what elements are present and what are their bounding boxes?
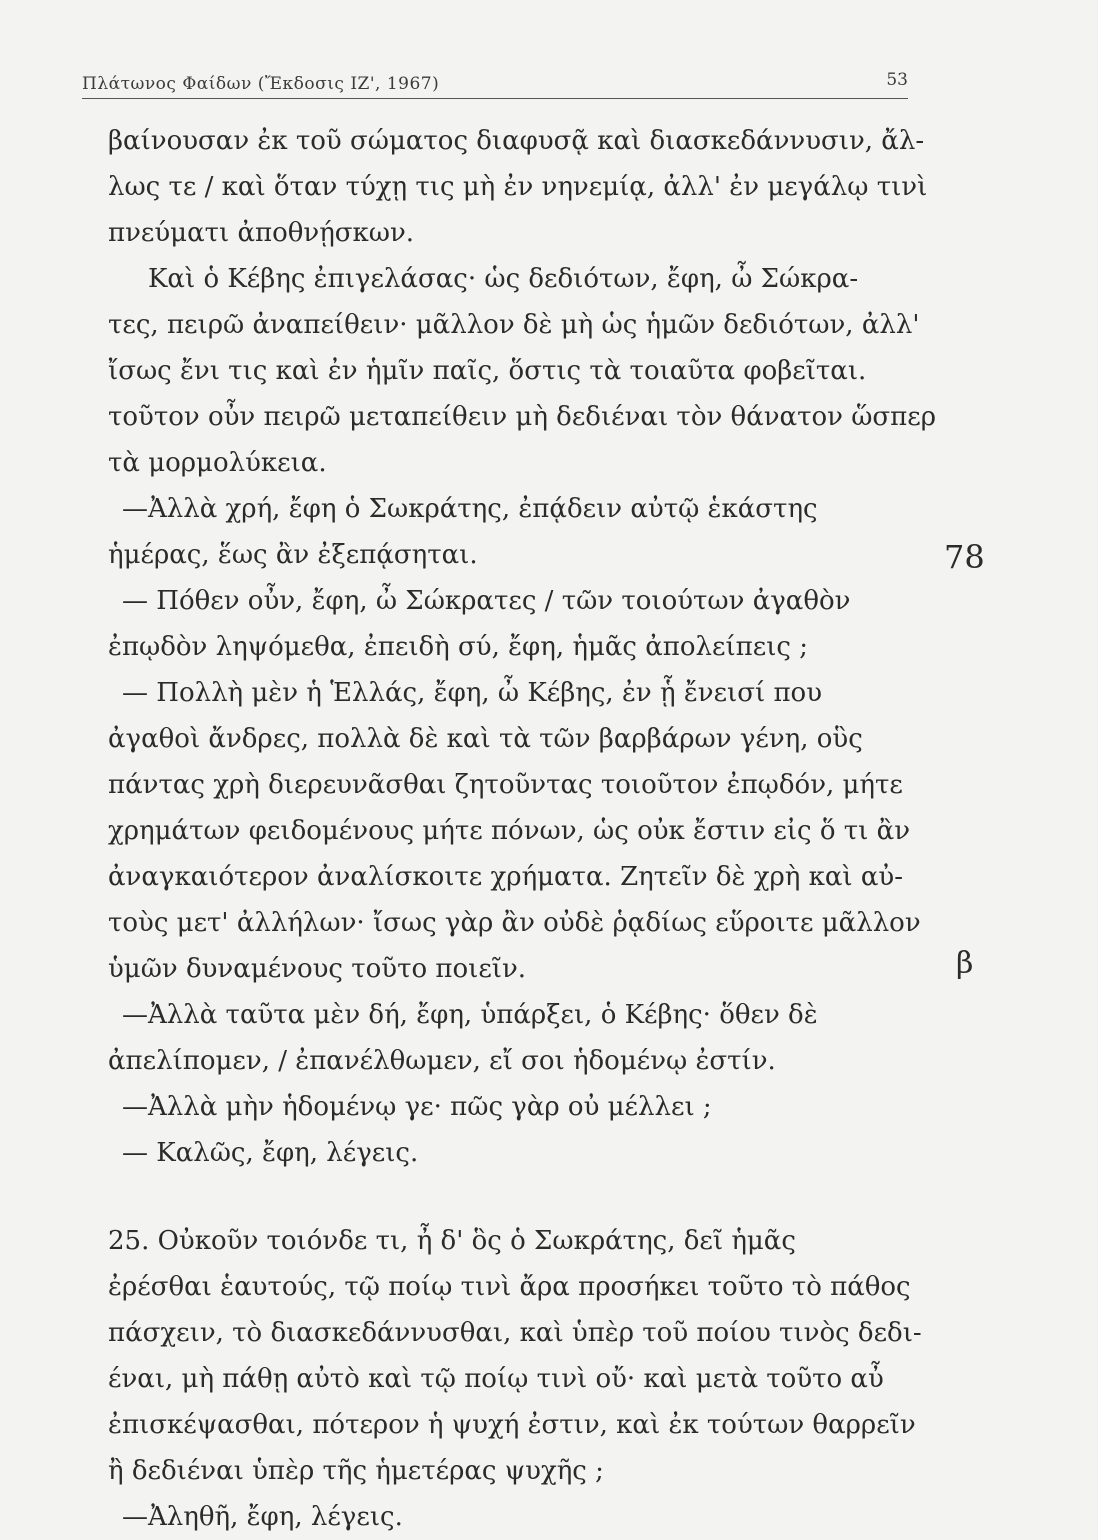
text-line: τοῦτον οὖν πειρῶ μεταπείθειν μὴ δεδιέναι τὸν θάνατον ὥσπερ: [108, 402, 937, 432]
text-line: ὑμῶν δυναμένους τοῦτο ποιεῖν.: [108, 954, 527, 984]
section-spacer: [108, 1176, 928, 1218]
text-line: πάσχειν, τὸ διασκεδάννυσθαι, καὶ ὑπὲρ τοῦ ποίου τινὸς δεδι-: [108, 1318, 922, 1348]
text-line: — Καλῶς, ἔφη, λέγεις.: [122, 1138, 419, 1168]
text-line: τὰ μορμολύκεια.: [108, 448, 327, 478]
page-number: 53: [886, 70, 908, 90]
text-line: —Ἀλλὰ ταῦτα μὲν δή, ἔφη, ὑπάρξει, ὁ Κέβης· ὅθεν δὲ: [122, 1000, 818, 1030]
text-line: ἴσως ἔνι τις καὶ ἐν ἡμῖν παῖς, ὅστις τὰ τοιαῦτα φοβεῖται.: [108, 356, 867, 386]
text-line: —Ἀλλὰ χρή, ἔφη ὁ Σωκράτης, ἐπᾴδειν αὐτῷ ἑκάστης: [122, 494, 818, 524]
text-line: Καὶ ὁ Κέβης ἐπιγελάσας· ὡς δεδιότων, ἔφη, ὦ Σώκρα-: [148, 264, 859, 294]
text-line: τοὺς μετ' ἀλλήλων· ἴσως γὰρ ἂν οὐδὲ ῥᾳδίως εὕροιτε μᾶλλον: [108, 908, 921, 938]
text-line: ἀναγκαιότερον ἀναλίσκοιτε χρήματα. Ζητεῖν δὲ χρὴ καὶ αὐ-: [108, 862, 904, 892]
text-line: —Ἀλλὰ μὴν ἡδομένῳ γε· πῶς γὰρ οὐ μέλλει ;: [122, 1092, 712, 1122]
text-line: λως τε / καὶ ὅταν τύχῃ τις μὴ ἐν νηνεμίᾳ, ἀλλ' ἐν μεγάλῳ τινὶ: [108, 172, 928, 202]
header-title: Πλάτωνος Φαίδων (Ἔκδοσις ΙΖ', 1967): [82, 74, 440, 94]
section-marker-beta: β: [956, 946, 974, 981]
running-header: [82, 62, 908, 99]
text-line: ἐπῳδὸν ληψόμεθα, ἐπειδὴ σύ, ἔφη, ἡμᾶς ἀπολείπεις ;: [108, 632, 809, 662]
text-line: ἀγαθοὶ ἄνδρες, πολλὰ δὲ καὶ τὰ τῶν βαρβάρων γένη, οὓς: [108, 724, 863, 754]
text-line: πνεύματι ἀποθνῄσκων.: [108, 218, 415, 248]
text-line: ἐπισκέψασθαι, πότερον ἡ ψυχή ἐστιν, καὶ ἐκ τούτων θαρρεῖν: [108, 1410, 916, 1440]
text-line: —Ἀληθῆ, ἔφη, λέγεις.: [122, 1502, 403, 1532]
text-line: τες, πειρῶ ἀναπείθειν· μᾶλλον δὲ μὴ ὡς ἡμῶν δεδιότων, ἀλλ': [108, 310, 920, 340]
body-text: [108, 118, 937, 1540]
text-line: ἐρέσθαι ἑαυτούς, τῷ ποίῳ τινὶ ἄρα προσήκει τοῦτο τὸ πάθος: [108, 1272, 911, 1302]
stephanus-marker-78: 78: [944, 538, 985, 576]
text-line: έναι, μὴ πάθῃ αὐτὸ καὶ τῷ ποίῳ τινὶ οὔ· καὶ μετὰ τοῦτο αὖ: [108, 1364, 884, 1394]
section-heading-line: 25. Οὐκοῦν τοιόνδε τι, ἦ δ' ὃς ὁ Σωκράτης, δεῖ ἡμᾶς: [108, 1226, 796, 1256]
text-line: ἡμέρας, ἕως ἂν ἐξεπᾴσηται.: [108, 540, 478, 570]
text-line: χρημάτων φειδομένους μήτε πόνων, ὡς οὐκ ἔστιν εἰς ὅ τι ἂν: [108, 816, 911, 846]
text-line: πάντας χρὴ διερευνᾶσθαι ζητοῦντας τοιοῦτον ἐπῳδόν, μήτε: [108, 770, 903, 800]
text-line: ἀπελίπομεν, / ἐπανέλθωμεν, εἴ σοι ἡδομένῳ ἐστίν.: [108, 1046, 776, 1076]
text-line: — Πολλὴ μὲν ἡ Ἑλλάς, ἔφη, ὦ Κέβης, ἐν ᾗ ἔνεισί που: [122, 678, 822, 708]
text-line: βαίνουσαν ἐκ τοῦ σώματος διαφυσᾷ καὶ διασκεδάννυσιν, ἄλ-: [108, 126, 925, 156]
text-line: ἢ δεδιέναι ὑπὲρ τῆς ἡμετέρας ψυχῆς ;: [108, 1456, 604, 1486]
text-line: — Πόθεν οὖν, ἔφη, ὦ Σώκρατες / τῶν τοιούτων ἀγαθὸν: [122, 586, 851, 616]
